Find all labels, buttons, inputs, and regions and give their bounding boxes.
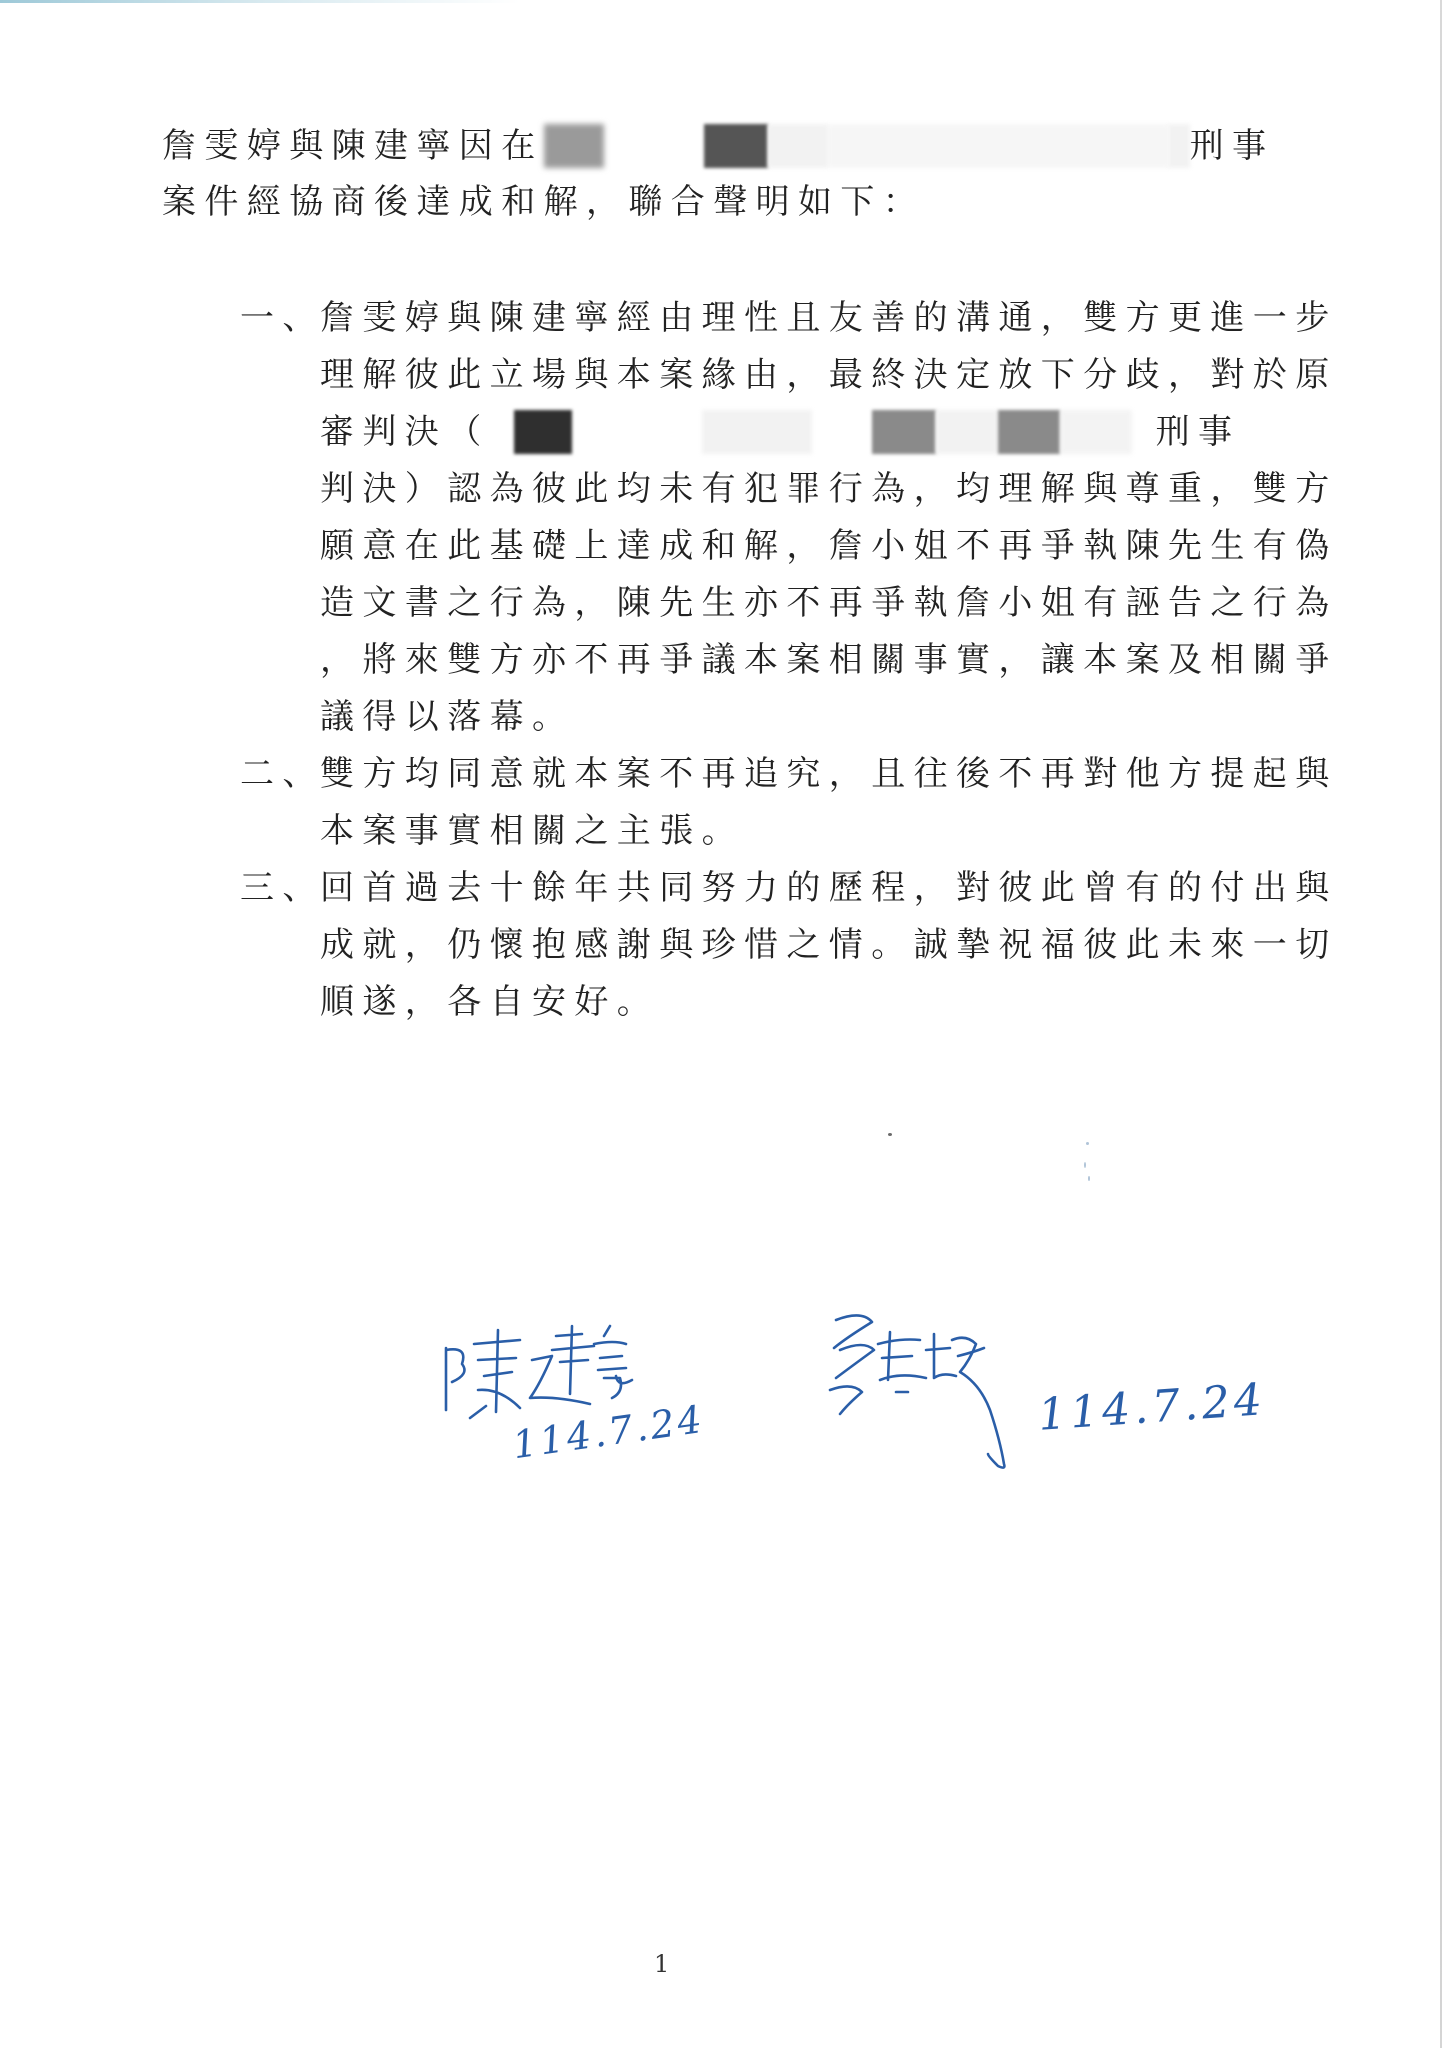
item-2-marker: 二、 <box>240 754 325 794</box>
redaction-block <box>702 410 812 454</box>
redaction-block <box>936 410 998 454</box>
item-3-line-3: 順遂，各自安好。 <box>320 982 660 1022</box>
intro-line-1-start: 詹雯婷與陳建寧因在 <box>162 126 544 166</box>
item-1-line-4: 判決）認為彼此均未有犯罪行為，均理解與尊重，雙方 <box>320 469 1338 509</box>
right-signature <box>830 1315 1004 1467</box>
item-3-line-1: 回首過去十餘年共同努力的歷程，對彼此曾有的付出與 <box>320 868 1338 908</box>
item-2-line-2: 本案事實相關之主張。 <box>320 811 744 851</box>
scan-speck <box>1086 1142 1089 1145</box>
redaction-block <box>768 124 828 168</box>
redaction-block <box>872 410 936 454</box>
redaction-block <box>1060 410 1132 454</box>
item-1-line-3 <box>320 404 1240 460</box>
item-1-line-1: 詹雯婷與陳建寧經由理性且友善的溝通，雙方更進一步 <box>320 298 1338 338</box>
scan-speck <box>1088 1176 1090 1181</box>
item-1-marker: 一、 <box>240 298 325 338</box>
item-1-line-8: 議得以落幕。 <box>320 697 575 737</box>
item-1-line-6: 造文書之行為，陳先生亦不再爭執詹小姐有誣告之行為 <box>320 583 1338 623</box>
redaction-block <box>544 124 604 168</box>
item-1-line-7: ，將來雙方亦不再爭議本案相關事實，讓本案及相關爭 <box>320 640 1338 680</box>
item-3-line-2: 成就，仍懷抱感謝與珍惜之情。誠摯祝福彼此未來一切 <box>320 925 1338 965</box>
left-signature <box>446 1326 632 1418</box>
item-1-line-3-start: 審判決（ <box>320 412 490 452</box>
redaction-block <box>998 410 1060 454</box>
right-signature-date: 114.7.24 <box>1036 1374 1268 1441</box>
item-2-line-1: 雙方均同意就本案不再追究，且往後不再對他方提起與 <box>320 754 1338 794</box>
redaction-block <box>704 124 768 168</box>
intro-line-2: 案件經協商後達成和解，聯合聲明如下： <box>162 182 926 222</box>
scan-speck <box>1084 1162 1086 1168</box>
page-number: 1 <box>654 1950 670 1978</box>
intro-line-1-end: 刑事 <box>1189 126 1275 166</box>
item-1-line-2: 理解彼此立場與本案緣由，最終決定放下分歧，對於原 <box>320 355 1338 395</box>
redaction-block <box>514 410 572 454</box>
item-3-marker: 三、 <box>240 868 325 908</box>
redaction-block <box>828 124 1168 168</box>
redaction-block <box>1168 124 1190 168</box>
intro-line-1 <box>162 118 1274 174</box>
item-1-line-3-end: 刑事 <box>1155 412 1241 452</box>
left-signature-date: 114.7.24 <box>509 1396 708 1468</box>
item-1-line-5: 願意在此基礎上達成和解，詹小姐不再爭執陳先生有偽 <box>320 526 1338 566</box>
scan-speck <box>888 1133 892 1136</box>
